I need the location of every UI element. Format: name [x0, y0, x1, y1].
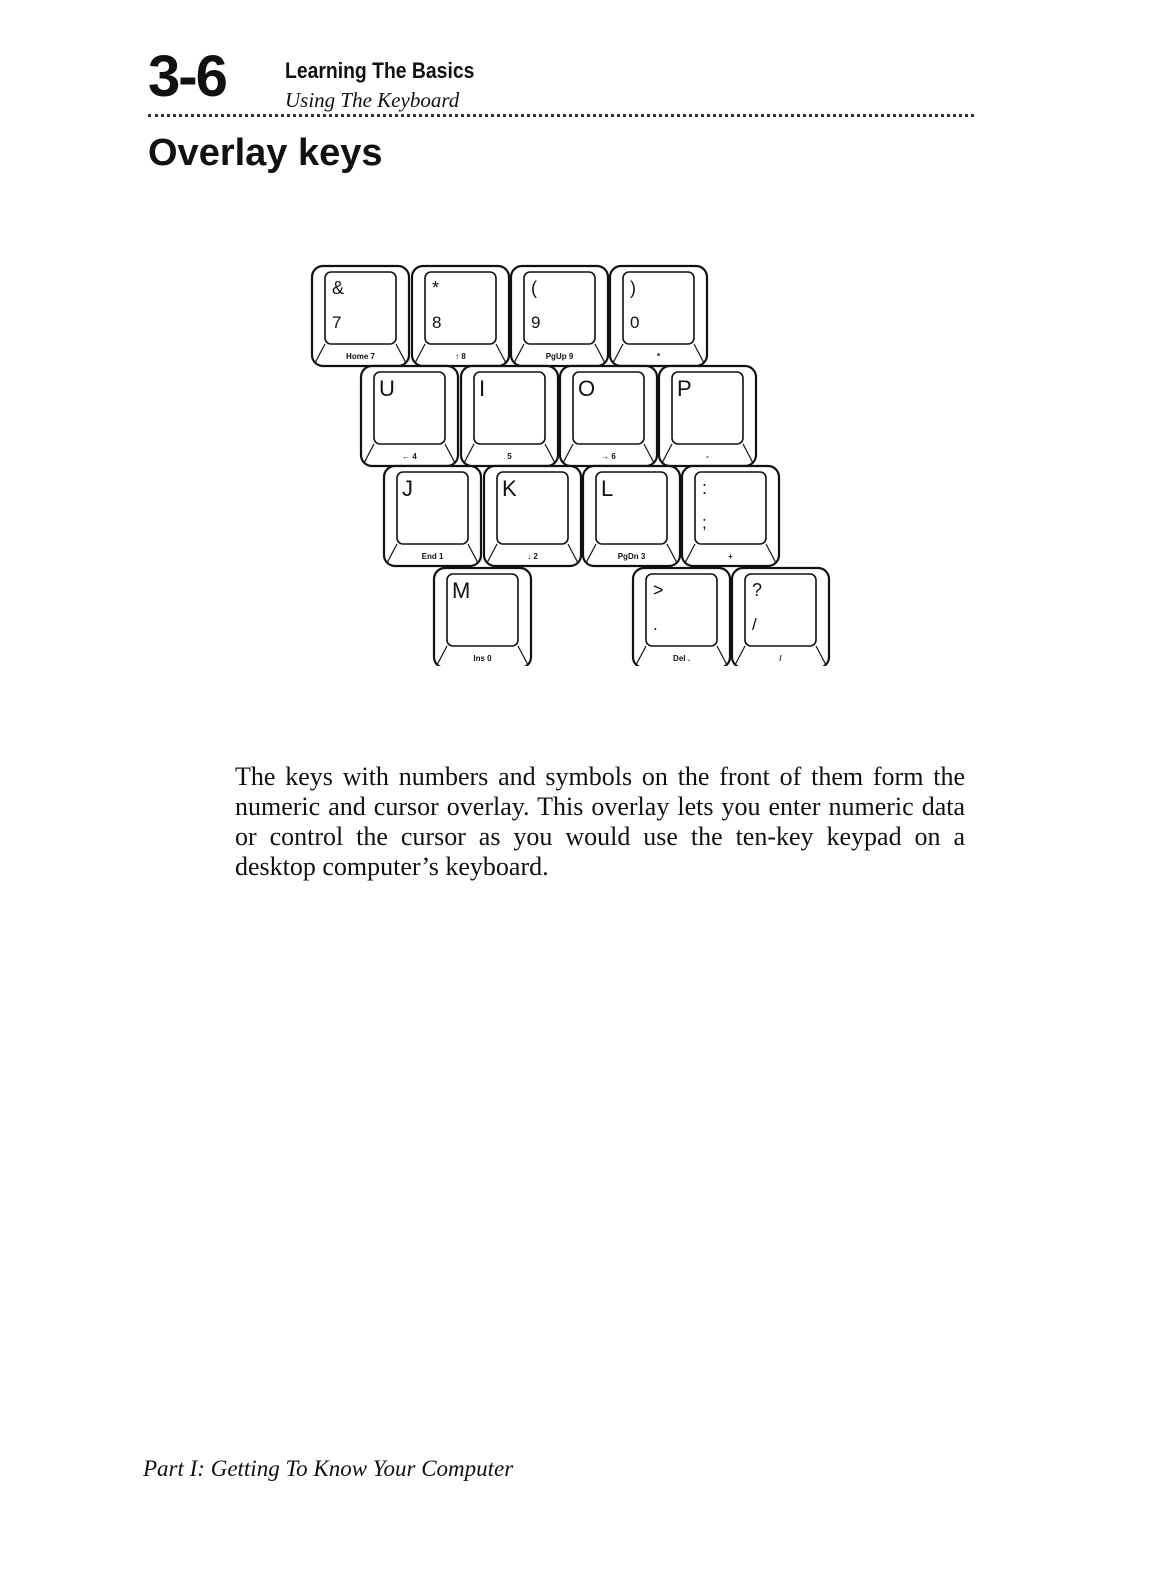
page-number: 3-6	[148, 44, 226, 109]
key-letter-label: O	[578, 376, 596, 401]
key-slash	[732, 568, 829, 666]
key-letter-label: U	[379, 376, 395, 401]
key-u	[361, 366, 458, 466]
key-front-label: /	[779, 654, 782, 663]
header-rule	[148, 114, 974, 117]
key-letter-label: P	[677, 376, 692, 401]
key-letter-label: K	[502, 476, 517, 501]
key-semicolon	[682, 466, 779, 566]
key-front-label: 5	[507, 452, 512, 461]
key-shift-label: >	[653, 580, 664, 600]
key-shift-label: (	[531, 278, 537, 298]
key-front-label: Ins 0	[473, 654, 492, 663]
key-shift-label: *	[432, 278, 440, 298]
key-letter-label: I	[479, 376, 486, 401]
footer-text: Part I: Getting To Know Your Computer	[143, 1456, 514, 1481]
key-m	[434, 568, 531, 666]
key-front-label: *	[656, 352, 661, 361]
key-letter-label: J	[402, 476, 413, 501]
key-shift-label: &	[332, 278, 345, 298]
key-front-label: ← 4	[402, 452, 417, 461]
section-title: Using The Keyboard	[285, 88, 460, 112]
key-shift-label: )	[630, 278, 636, 298]
page-heading: Overlay keys	[148, 132, 383, 174]
key-number-label: ;	[702, 513, 707, 532]
key-letter-label: M	[452, 578, 471, 603]
key-shift-label: ?	[752, 580, 763, 600]
body-paragraph: The keys with numbers and symbols on the front of them form the numeric and cursor overlay. This overlay lets you enter numeric data or control the cursor as you would use the ten-key keypad on a desktop computer’s keyboard.	[235, 762, 965, 881]
key-number-label: /	[752, 615, 757, 634]
key-number-label: .	[653, 615, 658, 634]
keyboard-overlay-figure	[300, 256, 840, 666]
key-front-label: ↑ 8	[455, 352, 466, 361]
key-letter-label: L	[601, 476, 614, 501]
key-0	[610, 266, 707, 366]
key-number-label: 9	[531, 313, 541, 332]
key-p	[659, 366, 756, 466]
key-o	[560, 366, 657, 466]
key-front-label: End 1	[421, 552, 444, 561]
key-8	[412, 266, 509, 366]
key-number-label: 7	[332, 313, 342, 332]
key-front-label: +	[728, 552, 733, 561]
key-number-label: 0	[630, 313, 640, 332]
key-period	[633, 568, 730, 666]
key-number-label: 8	[432, 313, 442, 332]
key-9	[511, 266, 608, 366]
key-7	[312, 266, 409, 366]
key-front-label: PgUp 9	[545, 352, 574, 361]
key-front-label: Del .	[673, 654, 690, 663]
key-i	[461, 366, 558, 466]
key-front-label: PgDn 3	[617, 552, 646, 561]
key-front-label: Home 7	[346, 352, 375, 361]
chapter-title: Learning The Basics	[285, 58, 475, 83]
key-k	[484, 466, 581, 566]
key-shift-label: :	[702, 478, 708, 498]
key-front-label: -	[706, 452, 709, 461]
key-l	[583, 466, 680, 566]
key-front-label: ↓ 2	[527, 552, 538, 561]
key-front-label: → 6	[601, 452, 616, 461]
key-j	[384, 466, 481, 566]
